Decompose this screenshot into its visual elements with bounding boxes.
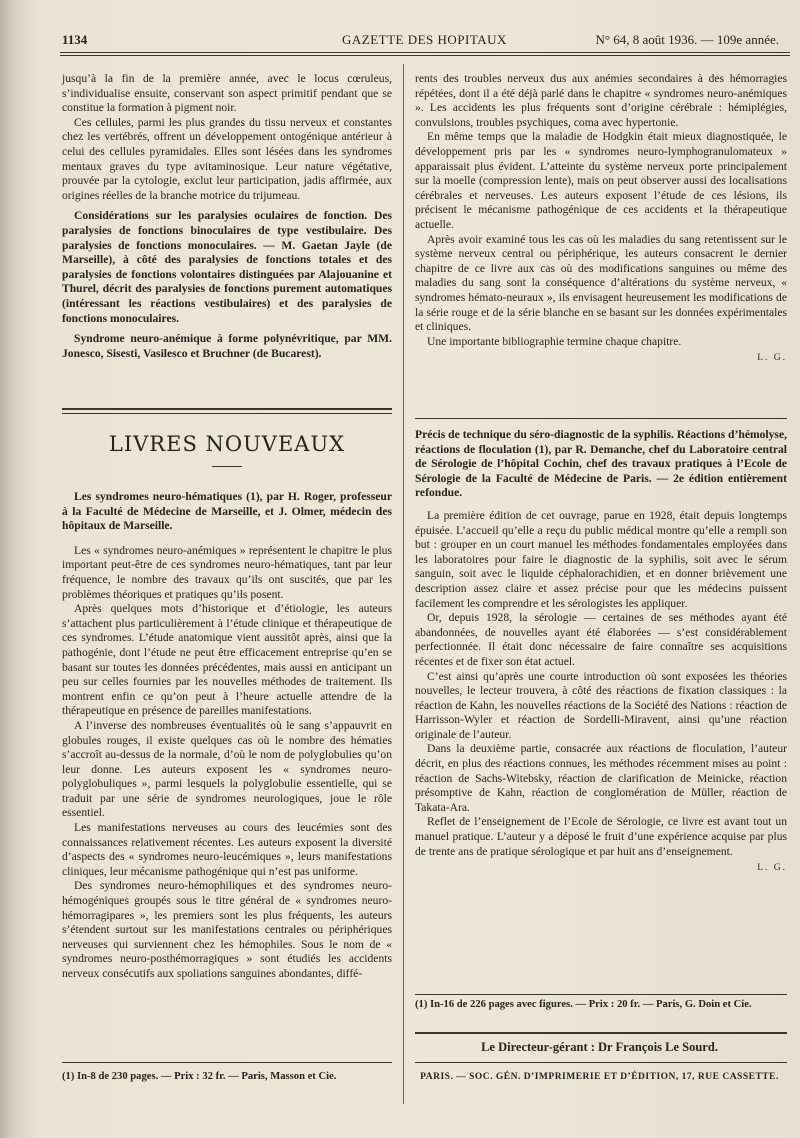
director-line: Le Directeur-gérant : Dr François Le Sourd. [481,1040,718,1054]
paragraph: A l’inverse des nombreuses éventualités où le sang s’appauvrit en globules rouges, il existe quelques cas où le nombre des hématies s’accroît au-dessus de la normale, d’où le nom de polyglobulies qu’on leur donne. Les auteurs exposent les « syndromes neuro-polyglobuliques », parmi lesquels la polyglobulie essentielle, qui se traduit par une série de syndromes neurologiques, joue le rôle essentiel. [62,718,392,820]
book-entry-title: Précis de technique du séro-diagnostic de la syphilis. Réactions d’hémolyse, réactions de floculation (1), par R. Demanche, chef du Laboratoire central de Sérologie de l’hôpital Cochin, chef des travaux pratiques à l’Ecole de Sérologie de la Faculté de Médecine de Paris. — 2e édition entièrement refondue. [415,428,787,500]
footnote-rule [62,1062,392,1063]
paragraph: C’est ainsi qu’après une courte introduction où sont exposées les théories nouvelles, le lecteur trouvera, à côté des réactions de fixation classiques : la réaction de Kahn, les nouvelles réactions de la Société des Nations : réaction de Harrisson-Wyler et réaction de Sordelli-Miravent, ainsi qu’une réaction originale de l’auteur. [415,669,787,741]
footnote-rule-right [415,994,787,995]
book-entry-title: Les syndromes neuro-hématiques (1), par H. Roger, professeur à la Faculté de Médecine de Marseille, et J. Olmer, médecin des hôpitaux de Marseille. [62,490,392,533]
column-divider [403,64,404,1104]
paragraph: Reflet de l’enseignement de l’Ecole de Sérologie, ce livre est avant tout un manuel pratique. L’auteur y a déposé le fruit d’une expérience acquise par plus de trente ans de pratique sérologique et par huit ans d’enseignement. [415,815,787,858]
paragraph: La première édition de cet ouvrage, parue en 1928, était depuis longtemps épuisée. L’accueil qu’elle a reçu du public médical montre qu’elle a rempli son but : grouper en un court manuel les méthodes fondamentales employées dans les laboratoires pour faire le diagnostic de la syphilis, soit avec le sérum sanguin, soit avec le liquide céphalorachidien, et en donner brièvement une description assez claire et assez précise pour que les médecins puissent facilement les comprendre et les sérologistes les appliquer. [415,508,787,610]
paragraph: Après avoir examiné tous les cas où les maladies du sang retentissent sur le système nerveux central ou périphérique, les auteurs consacrent le dernier chapitre de ce livre aux cas où des modifications sanguines ou même des maladies du sang sont la conséquence d’altérations du système nerveux, « syndromes hémato-neuraux », ils envisagent heureusement les modifications de la série rouge et de la série blanche en se basant sur les données expérimentales et cliniques. [415,232,787,334]
paragraph: Après quelques mots d’historique et d’étiologie, les auteurs s’attachent plus particulièrement à l’étude clinique et thérapeutique de ces syndromes. L’étude anatomique vient aussitôt après, ainsi que la pathogénie, dont l’étude ne peut être efficacement entreprise qu’en se basant sur toutes les données précédentes, mais aussi en anticipant un peu sur celles fournies par les nouvelles méthodes de traitement. Ils montrent enfin ce qu’on peut à l’heure actuelle attendre de la thérapeutique en présence de pareilles manifestations. [62,602,392,718]
right-column-bottom [415,428,787,998]
paragraph: jusqu’à la fin de la première année, avec le locus cœruleus, s’individualise ensuite, conservant son aspect primitif pendant que se constitue la formation à pigment noir. [62,72,392,115]
left-column-bottom [62,490,392,1060]
footnote-text: (1) In-16 de 226 pages avec figures. — Prix : 20 fr. — Paris, G. Doin et Cie. [415,999,752,1010]
paragraph: Les « syndromes neuro-anémiques » représentent le chapitre le plus important peut-être de ces syndromes neuro-hématiques, tant par leur fréquence, le nombre des travaux qu’ils ont suscités, que par les problèmes théoriques et pratiques qu’ils posent. [62,543,392,601]
journal-title: GAZETTE DES HOPITAUX [342,32,507,47]
paragraph: rents des troubles nerveux dus aux anémies secondaires à des hémorragies répétées, dont il a été déjà parlé dans le chapitre « syndromes neuro-anémiques ». Les accidents les plus fréquents sont d’origine cérébrale : hémiplégies, convulsions, troubles psychiques, coma avec hypertonie. [415,72,787,129]
signature-initials: L. G. [757,353,787,364]
paragraph: Ces cellules, parmi les plus grandes du tissu nerveux et constantes chez les vertébrés, offrent un développement ontogénique antérieur à celui des cellules pyramidales. Elles sont lésées dans les syndromes mentaux graves du type avitaminosique. Leur nature végétative, prouvée par la cytologie, exclut leur participation, jadis affirmée, aux origines réelles de la branche motrice du trijumeau. [62,115,392,202]
footnote-text: (1) In-8 de 230 pages. — Prix : 32 fr. — Paris, Masson et Cie. [62,1071,337,1082]
signature-initials: L. G. [757,863,787,874]
section-divider-right [415,418,787,419]
header-rule [60,52,790,53]
paragraph: Or, depuis 1928, la sérologie — certaines de ses méthodes ayant été abandonnées, de nouvelles ayant été élaborées — s’est considérablement perfectionnée. Il était donc nécessaire de faire connaître ses acquisitions récentes et de fixer son état actuel. [415,611,787,668]
header-rule-double [60,55,790,56]
left-column-top [62,72,392,392]
paragraph: Une importante bibliographie termine chaque chapitre. [427,334,682,348]
paragraph: Des syndromes neuro-hémophiliques et des syndromes neuro-hémogéniques groupés sous le titre général de « syndromes neuro-hémorragipares », les premiers sont les plus fréquents, les auteurs s’étendent surtout sur les manifestations centrales ou périphériques nerveuses qui surviennent chez les hémophiles. Sous le nom de « syndromes neuro-posthémorragiques » sont étudiés les accidents nerveux consécutifs aux spoliations sanguines abondantes, diffé- [62,879,392,980]
director-rule-bottom [415,1062,787,1063]
page-number: 1134 [62,32,88,47]
section-title: LIVRES NOUVEAUX [108,432,346,456]
paragraph: Considérations sur les paralysies oculaires de fonction. Des paralysies de fonctions binoculaires de type vestibulaire. Des paralysies de fonctions monoculaires. — M. Gaetan Jayle (de Marseille), à côté des paralysies de fonctions totales et des paralysies de fonctions volontaires distinguées par Alajouanine et Thurel, décrit des paralysies de fonctions purement automatiques (intéressant les réactions vestibulaires) et des paralysies de fonctions monoculaires. [62,209,392,325]
right-column-top [415,72,787,412]
paragraph: En même temps que la maladie de Hodgkin était mieux diagnostiquée, le développement pris par les « syndromes neuro-lymphogranulomateux » apparaissait plus évident. L’atteinte du système nerveux porte principalement sur la moelle (compression lente), mais on peut observer aussi des localisations cérébrales et nerveuses. Les auteurs exposent l’étude de ces lésions, ils précisent le mécanisme pathogénique de ces accidents et la thérapeutique actuelle. [415,130,787,231]
title-underline [212,466,242,467]
printer-line: PARIS. — SOC. GÉN. D’IMPRIMERIE ET D’ÉDITION, 17, RUE CASSETTE. [420,1072,779,1082]
section-divider [62,408,392,410]
paragraph: Les manifestations nerveuses au cours des leucémies sont des connaissances relativement récentes. Les auteurs exposent la diversité d’aspects des « syndromes neuro-leucémiques », leurs manifestations cliniques, leur mécanisme pathogénique qui n’est pas uniforme. [62,821,392,878]
director-rule-top [415,1032,787,1034]
paragraph: Dans la deuxième partie, consacrée aux réactions de floculation, l’auteur décrit, en plus des réactions connues, les méthodes récemment mises au point : réaction de Sachs-Witebsky, réaction de clarification de Meinicke, réaction présomptive de Kahn, réaction de conglomération de Müller, réaction de Takata-Ara. [415,742,787,814]
left-footnote [62,1070,397,1084]
page-header [62,32,787,52]
right-footnote [415,998,787,1012]
section-divider-thin [62,413,392,414]
paragraph: Syndrome neuro-anémique à forme polynévritique, par MM. Jonesco, Sisesti, Vasilesco et Bruchner (de Bucarest). [62,332,392,360]
issue-info: N° 64, 8 août 1936. — 109e année. [595,32,779,47]
